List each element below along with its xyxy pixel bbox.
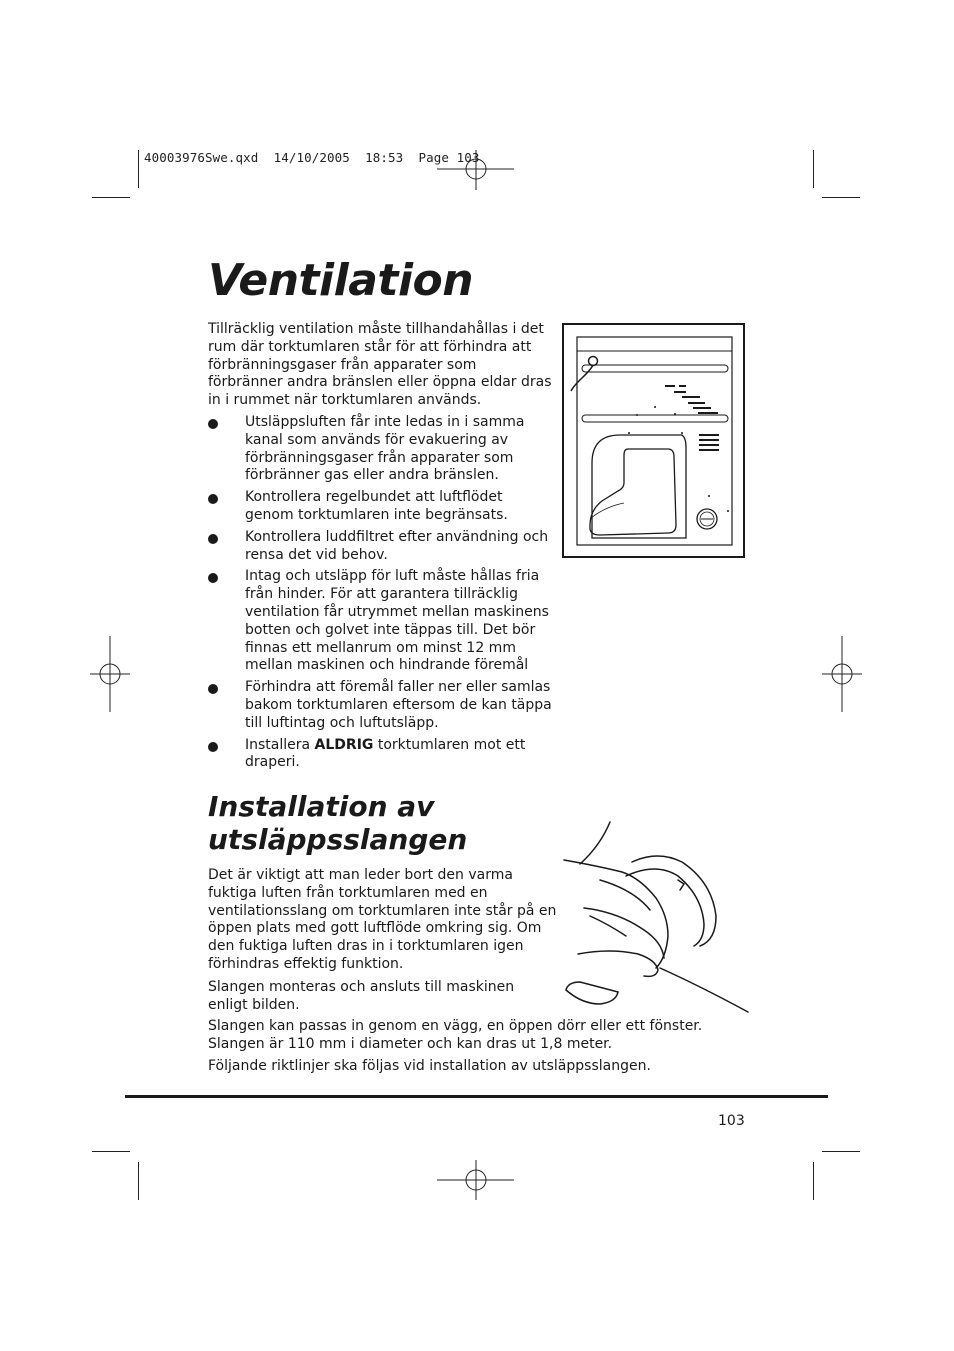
paragraph <box>208 1018 753 1054</box>
paragraph-text: Det är viktigt att man leder bort den varma fuktiga luften från torktumlaren med en ventilationsslang om torktumlaren inte står på en öppen plats med gott luftflöde omkring sig. Om den fuktiga luften dras in i torktumlaren igen förhindras effektig funktion. <box>208 867 557 972</box>
crop-mark <box>822 197 860 198</box>
paragraph-text: Slangen monteras och ansluts till maskinen enligt bilden. <box>208 979 515 1013</box>
registration-mark-left <box>90 636 130 712</box>
emphasis-text: ALDRIG <box>314 736 374 753</box>
bullet-icon <box>208 742 218 752</box>
list-item-text: Kontrollera luddfiltret efter användning och rensa det vid behov. <box>245 528 549 563</box>
list-item-text: Kontrollera regelbundet att luftflödet genom torktumlaren inte begränsats. <box>245 489 508 523</box>
list-item-text: Utsläppsluften får inte ledas in i samma kanal som används för evakuering av förbränningsgaser från apparater som förbränner gas eller andra bränslen. <box>245 414 525 484</box>
page-title: Ventilation <box>208 255 474 306</box>
crop-mark <box>813 1162 814 1200</box>
list-item-suffix: torktumlaren mot ett draperi. <box>245 736 526 771</box>
list-item <box>208 679 553 732</box>
registration-mark-bottom <box>437 1160 517 1200</box>
bullet-icon <box>208 573 218 583</box>
registration-mark-right <box>822 636 862 712</box>
bullet-icon <box>208 494 218 504</box>
paragraph-text: Slangen kan passas in genom en vägg, en öppen dörr eller ett fönster. Slangen är 110 mm i diameter och kan dras ut 1,8 meter. <box>208 1018 703 1052</box>
crop-mark <box>813 150 814 188</box>
page-number: 103 <box>718 1113 745 1129</box>
crop-mark <box>92 1151 130 1152</box>
list-item <box>208 737 553 773</box>
intro-text: Tillräcklig ventilation måste tillhandahållas i det rum där torktumlaren står för att förhindra att förbränningsgaser från apparater som förbränner andra bränslen eller öppna eldar dras in i rummet när torktumlaren används. <box>208 321 552 409</box>
hose-connection-illustration <box>560 818 750 1018</box>
list-item-text: Intag och utsläpp för luft måste hållas fria från hinder. För att garantera tillräcklig ventilation får utrymmet mellan maskinens botten och golvet inte täppas till. Det bör finnas ett mellanrum om minst 12 mm mellan maskinen och hindrande föremål <box>245 568 549 674</box>
list-item-text: Förhindra att föremål faller ner eller samlas bakom torktumlaren eftersom de kan täppa till luftintag och luftutsläpp. <box>245 679 552 731</box>
crop-mark <box>92 197 130 198</box>
bullet-icon <box>208 684 218 694</box>
list-item-prefix: Installera <box>245 736 315 753</box>
bullet-icon <box>208 419 218 429</box>
footer-divider <box>125 1095 828 1098</box>
intro-paragraph <box>208 321 553 410</box>
list-item <box>208 489 553 525</box>
list-item <box>208 414 553 485</box>
paragraph-text: Följande riktlinjer ska följas vid installation av utsläppsslangen. <box>208 1058 651 1074</box>
list-item <box>208 529 553 565</box>
ventilation-bullet-list <box>208 414 553 776</box>
crop-mark <box>822 1151 860 1152</box>
dryer-illustration <box>562 323 746 559</box>
crop-mark <box>138 150 139 188</box>
list-item-text <box>245 737 525 771</box>
paragraph <box>208 1058 753 1076</box>
file-header: 40003976Swe.qxd 14/10/2005 18:53 Page 103 <box>144 150 480 165</box>
section-title: Installation av utsläppsslangen <box>208 790 468 856</box>
crop-mark <box>138 1162 139 1200</box>
list-item <box>208 568 553 675</box>
bullet-icon <box>208 534 218 544</box>
paragraph <box>208 979 553 1015</box>
paragraph <box>208 867 563 974</box>
